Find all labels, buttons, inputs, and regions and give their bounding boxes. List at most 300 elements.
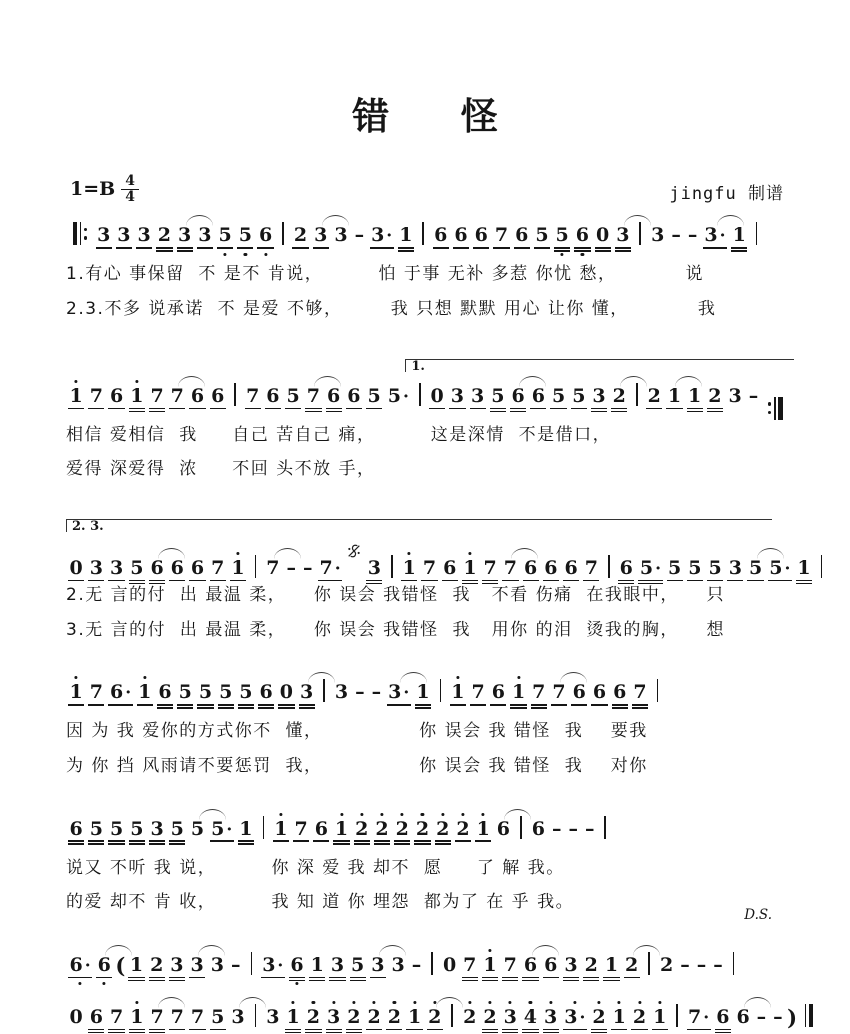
- eighth-beam: [116, 247, 132, 249]
- sixteenth-beam: [611, 411, 627, 413]
- sixteenth-beam: [574, 250, 590, 252]
- note: 2: [158, 226, 171, 245]
- note: 5: [709, 559, 722, 578]
- lyric-line: 1.有心 事保留 不 是不 肯说， 怕 于事 无补 多惹 你忧 愁， 说: [66, 264, 705, 285]
- sixteenth-beam: [638, 580, 662, 582]
- octave-up-dot: [135, 1001, 138, 1004]
- sixteenth-beam: [309, 980, 325, 982]
- octave-up-dot: [421, 813, 424, 816]
- sixteenth-beam: [68, 840, 84, 842]
- notation-line: [66, 543, 811, 579]
- augmentation-dot: ·: [579, 1007, 586, 1028]
- octave-up-dot: [372, 1001, 375, 1004]
- eighth-beam: [727, 580, 743, 582]
- note: 7: [552, 683, 565, 702]
- note: 1: [335, 820, 348, 839]
- barline: [608, 555, 610, 578]
- note: –: [354, 224, 365, 247]
- note: 6: [454, 226, 467, 245]
- note: 6: [515, 226, 528, 245]
- note: –: [696, 953, 707, 976]
- note: 5: [191, 820, 204, 839]
- slur-arc: [633, 945, 660, 956]
- barline: [263, 816, 265, 839]
- system-2: [66, 359, 788, 482]
- eighth-beam: [285, 408, 301, 410]
- sixteenth-beam: [394, 840, 410, 842]
- eighth-beam: [703, 247, 727, 249]
- octave-up-dot: [401, 813, 404, 816]
- note: 2: [388, 1008, 401, 1027]
- eighth-beam: [571, 408, 587, 410]
- octave-up-dot: [461, 813, 464, 816]
- sixteenth-beam: [88, 843, 104, 845]
- sixteenth-beam: [462, 977, 478, 979]
- sixteenth-beam: [366, 580, 382, 582]
- note: 5: [351, 956, 364, 975]
- note: 3: [391, 953, 405, 976]
- eighth-beam: [292, 247, 308, 249]
- sixteenth-beam: [177, 247, 193, 249]
- note: 5 ·: [640, 559, 661, 578]
- note: 3: [150, 820, 163, 839]
- sixteenth-beam: [218, 707, 234, 709]
- sixteenth-beam: [156, 247, 172, 249]
- eighth-beam: [273, 840, 289, 842]
- sixteenth-beam: [108, 843, 124, 845]
- note: 7: [585, 559, 598, 578]
- eighth-beam: [313, 840, 329, 842]
- meta-row: [70, 174, 784, 204]
- barline: [251, 952, 253, 975]
- note: –: [355, 681, 365, 704]
- note: 7 ·: [320, 559, 341, 578]
- eighth-beam: [652, 1029, 668, 1031]
- note: 3: [266, 1005, 280, 1028]
- eighth-beam: [265, 408, 281, 410]
- eighth-beam: [68, 977, 92, 979]
- sixteenth-beam: [149, 1029, 165, 1031]
- note: 6 ·: [70, 956, 91, 975]
- note: 6: [315, 820, 328, 839]
- sixteenth-beam: [415, 704, 431, 706]
- octave-down-dot: [561, 253, 564, 256]
- barline: [768, 397, 783, 420]
- sixteenth-beam: [149, 977, 165, 979]
- sixteenth-beam: [490, 411, 506, 413]
- barline: [676, 1004, 678, 1027]
- eighth-beam: [68, 408, 84, 410]
- note: 2: [347, 1008, 360, 1027]
- sixteenth-beam: [715, 1032, 731, 1034]
- note: 0: [596, 226, 609, 245]
- note: 3: [210, 953, 224, 976]
- note: 1: [477, 820, 490, 839]
- octave-up-dot: [380, 813, 383, 816]
- note: 3: [97, 226, 110, 245]
- sixteenth-beam: [129, 583, 145, 585]
- eighth-beam: [707, 580, 723, 582]
- notation-line: [66, 383, 788, 413]
- note: 2: [625, 956, 638, 975]
- note: 2: [648, 387, 661, 406]
- sixteenth-beam: [707, 411, 723, 413]
- note: 6: [576, 226, 589, 245]
- augmentation-dot: ·: [403, 683, 410, 704]
- note: 5: [688, 559, 701, 578]
- sixteenth-beam: [238, 707, 254, 709]
- note: 7: [211, 559, 224, 578]
- note: 1: [416, 683, 429, 702]
- note: 1: [512, 683, 525, 702]
- sixteenth-beam: [435, 843, 451, 845]
- octave-up-dot: [332, 1001, 335, 1004]
- eighth-beam: [346, 408, 362, 410]
- slur-arc: [504, 809, 531, 820]
- eighth-beam: [530, 408, 546, 410]
- sixteenth-beam: [611, 408, 627, 410]
- note: 6: [716, 1008, 729, 1027]
- note: 6: [259, 226, 272, 245]
- eighth-beam: [230, 580, 246, 582]
- sixteenth-beam: [462, 980, 478, 982]
- note: 1: [231, 559, 244, 578]
- barline: [604, 816, 606, 839]
- octave-down-dot: [103, 982, 106, 985]
- note: 5: [90, 820, 103, 839]
- eighth-beam: [551, 704, 567, 706]
- lyric-line: 3.无 言的付 出 最温 柔， 你 误会 我错怪 我 用你 的泪 烫我的胸， 想: [66, 619, 726, 640]
- sixteenth-beam: [374, 840, 390, 842]
- note: 1: [311, 956, 324, 975]
- sixteenth-beam: [603, 980, 619, 982]
- note: 7: [504, 559, 517, 578]
- octave-down-dot: [244, 253, 247, 256]
- sixteenth-beam: [618, 583, 634, 585]
- note: 5: [211, 1008, 224, 1027]
- note: 3 ·: [262, 956, 283, 975]
- note: 2: [307, 1008, 320, 1027]
- sixteenth-beam: [285, 1029, 301, 1031]
- note: 6: [443, 559, 456, 578]
- note: 6: [290, 956, 303, 975]
- sixteenth-beam: [522, 1029, 538, 1031]
- note: 6: [211, 387, 224, 406]
- time-bottom: 4: [125, 188, 135, 205]
- eighth-beam: [667, 580, 683, 582]
- sixteenth-beam: [707, 408, 723, 410]
- octave-up-dot: [408, 552, 411, 555]
- eighth-beam: [387, 704, 411, 706]
- augmentation-dot: ·: [277, 955, 284, 976]
- note: 7: [495, 226, 508, 245]
- sixteenth-beam: [482, 1032, 498, 1034]
- augmentation-dot: ·: [334, 558, 341, 579]
- note: 7: [266, 559, 279, 578]
- sixteenth-beam: [156, 250, 172, 252]
- note: 1: [408, 1008, 421, 1027]
- note: 5: [199, 683, 212, 702]
- note: 2: [375, 820, 388, 839]
- sixteenth-beam: [350, 980, 366, 982]
- eighth-beam: [210, 580, 226, 582]
- note: 6: [573, 683, 586, 702]
- slur-arc: [239, 997, 266, 1008]
- parenthesis: ): [787, 1004, 798, 1030]
- barline: [805, 1004, 814, 1027]
- sixteenth-beam: [591, 1032, 607, 1034]
- note: 6: [347, 387, 360, 406]
- sixteenth-beam: [554, 247, 570, 249]
- eighth-beam: [442, 580, 458, 582]
- eighth-beam: [210, 840, 234, 842]
- note: 2: [355, 820, 368, 839]
- note: 6 ·: [110, 683, 131, 702]
- note: 6: [620, 559, 633, 578]
- sixteenth-beam: [354, 840, 370, 842]
- eighth-beam: [237, 247, 253, 249]
- sixteenth-beam: [129, 408, 145, 410]
- eighth-beam: [293, 840, 309, 842]
- note: 6: [544, 956, 557, 975]
- eighth-beam: [475, 840, 491, 842]
- eighth-beam: [217, 247, 233, 249]
- eighth-beam: [88, 704, 104, 706]
- note: 5 ·: [387, 384, 409, 407]
- note: 1: [130, 956, 143, 975]
- sixteenth-beam: [305, 1029, 321, 1031]
- time-top: 4: [121, 174, 139, 190]
- sixteenth-beam: [394, 843, 410, 845]
- note: 6: [98, 956, 111, 975]
- sixteenth-beam: [632, 704, 648, 706]
- sixteenth-beam: [326, 411, 342, 413]
- note: 5: [572, 387, 585, 406]
- score: [66, 222, 811, 1033]
- sixteenth-beam: [326, 1032, 342, 1034]
- sixteenth-beam: [510, 408, 526, 410]
- note: 5: [218, 226, 231, 245]
- note: 1: [797, 559, 810, 578]
- eighth-beam: [631, 1029, 647, 1031]
- sixteenth-beam: [238, 840, 254, 842]
- sixteenth-beam: [522, 977, 538, 979]
- sixteenth-beam: [278, 707, 294, 709]
- note: 3: [616, 226, 629, 245]
- note: 3: [451, 387, 464, 406]
- sixteenth-beam: [149, 583, 165, 585]
- note: 3 ·: [371, 226, 392, 245]
- system-4: [66, 679, 788, 778]
- eighth-beam: [189, 580, 205, 582]
- sixteenth-beam: [462, 583, 478, 585]
- sixteenth-beam: [305, 411, 321, 413]
- octave-up-dot: [488, 1001, 491, 1004]
- sixteenth-beam: [169, 843, 185, 845]
- note: 3: [331, 956, 344, 975]
- note: 5: [219, 683, 232, 702]
- arranger-credit: jingfu 制谱: [669, 184, 784, 205]
- sixteenth-beam: [289, 980, 305, 982]
- note: 5: [130, 820, 143, 839]
- note: 7: [463, 956, 476, 975]
- sixteenth-beam: [502, 977, 518, 979]
- note: 6: [524, 956, 537, 975]
- note: 4: [524, 1008, 537, 1027]
- segno-icon: [346, 543, 362, 559]
- sixteenth-beam: [731, 250, 747, 252]
- note: 5: [749, 559, 762, 578]
- note: 6: [492, 683, 505, 702]
- barline: [756, 222, 758, 245]
- sixteenth-beam: [563, 977, 579, 979]
- sixteenth-beam: [482, 980, 498, 982]
- note: 6: [736, 1008, 749, 1027]
- sixteenth-beam: [591, 408, 607, 410]
- slur-arc: [436, 997, 463, 1008]
- note: 5: [179, 683, 192, 702]
- note: 5 ·: [211, 820, 232, 839]
- octave-up-dot: [352, 1001, 355, 1004]
- note: 1: [239, 820, 252, 839]
- barline: [733, 952, 735, 975]
- sixteenth-beam: [108, 1029, 124, 1031]
- eighth-beam: [197, 247, 213, 249]
- ds-mark: D.S.: [744, 907, 772, 923]
- note: 3: [504, 1008, 517, 1027]
- note: 3: [544, 1008, 557, 1027]
- note: 6: [150, 559, 163, 578]
- sixteenth-beam: [129, 1032, 145, 1034]
- note: 3: [651, 224, 665, 247]
- sixteenth-beam: [612, 704, 628, 706]
- eighth-beam: [108, 580, 124, 582]
- note: 7 ·: [688, 1008, 709, 1027]
- octave-up-dot: [75, 380, 78, 383]
- eighth-beam: [169, 1029, 185, 1031]
- slur-arc: [308, 672, 335, 683]
- eighth-beam: [563, 580, 579, 582]
- note: 6: [564, 559, 577, 578]
- sixteenth-beam: [197, 704, 213, 706]
- eighth-beam: [370, 977, 386, 979]
- note: 7: [484, 559, 497, 578]
- note: 5: [130, 559, 143, 578]
- sixteenth-beam: [299, 707, 315, 709]
- sixteenth-beam: [531, 707, 547, 709]
- octave-down-dot: [264, 253, 267, 256]
- note: 5: [110, 820, 123, 839]
- sixteenth-beam: [128, 977, 144, 979]
- note: 1: [287, 1008, 300, 1027]
- octave-down-dot: [295, 982, 298, 985]
- note: –: [713, 953, 723, 976]
- lyric-line: 2.无 言的付 出 最温 柔， 你 误会 我错怪 我 不看 伤痛 在我眼中， 只: [66, 584, 726, 605]
- sixteenth-beam: [88, 840, 104, 842]
- sixteenth-beam: [435, 840, 451, 842]
- sixteenth-beam: [638, 583, 662, 585]
- note: 2: [483, 1008, 496, 1027]
- sixteenth-beam: [366, 583, 382, 585]
- sixteenth-beam: [108, 1032, 124, 1034]
- sixteenth-beam: [632, 707, 648, 709]
- sixteenth-beam: [490, 408, 506, 410]
- octave-up-dot: [279, 813, 282, 816]
- sixteenth-beam: [715, 1029, 731, 1031]
- sixteenth-beam: [149, 411, 165, 413]
- note: 1: [130, 1008, 143, 1027]
- note: 6: [260, 683, 273, 702]
- notation-line: [66, 679, 788, 709]
- sixteenth-beam: [169, 977, 185, 979]
- note: 0: [69, 1005, 83, 1028]
- octave-down-dot: [223, 253, 226, 256]
- sixteenth-beam: [329, 977, 345, 979]
- eighth-beam: [514, 247, 530, 249]
- sixteenth-beam: [687, 408, 703, 410]
- note: 5: [491, 387, 504, 406]
- sixteenth-beam: [522, 980, 538, 982]
- eighth-beam: [666, 408, 682, 410]
- note: 3 ·: [388, 683, 409, 702]
- notation-line: [66, 816, 788, 846]
- sixteenth-beam: [149, 408, 165, 410]
- note: 5: [239, 226, 252, 245]
- sixteenth-beam: [398, 250, 414, 252]
- sixteenth-beam: [258, 704, 274, 706]
- note: 6: [90, 1008, 103, 1027]
- barline: [255, 555, 257, 578]
- note: 3: [198, 226, 211, 245]
- eighth-beam: [427, 1029, 443, 1031]
- sixteenth-beam: [149, 980, 165, 982]
- note: 1: [605, 956, 618, 975]
- note: 3: [564, 956, 577, 975]
- note: 1: [403, 559, 416, 578]
- note: 3: [592, 387, 605, 406]
- note: 6: [475, 226, 488, 245]
- lyric-line: 的爱 却不 肯 收， 我 知 道 你 埋怨 都为了 在 乎 我。: [66, 892, 575, 913]
- barline: [391, 555, 393, 578]
- octave-down-dot: [581, 253, 584, 256]
- sixteenth-beam: [108, 840, 124, 842]
- sixteenth-beam: [615, 247, 631, 249]
- sixteenth-beam: [238, 843, 254, 845]
- note: –: [584, 817, 595, 840]
- note: 2: [367, 1008, 380, 1027]
- note: 7: [110, 1008, 123, 1027]
- note: 1: [451, 683, 464, 702]
- note: 3: [371, 956, 384, 975]
- note: –: [671, 224, 681, 247]
- eighth-beam: [189, 1029, 205, 1031]
- octave-up-dot: [529, 1001, 532, 1004]
- note: 6: [266, 387, 279, 406]
- note: 7: [633, 683, 646, 702]
- note: 1: [138, 683, 151, 702]
- note: 6: [70, 820, 83, 839]
- parenthesis: (: [115, 952, 126, 978]
- note: 3: [728, 384, 742, 407]
- sixteenth-beam: [796, 583, 812, 585]
- note: 7: [171, 1008, 184, 1027]
- augmentation-dot: ·: [386, 226, 393, 247]
- note: 7: [294, 820, 307, 839]
- octave-up-dot: [456, 676, 459, 679]
- sixteenth-beam: [129, 411, 145, 413]
- barline: [234, 383, 236, 406]
- octave-up-dot: [292, 1001, 295, 1004]
